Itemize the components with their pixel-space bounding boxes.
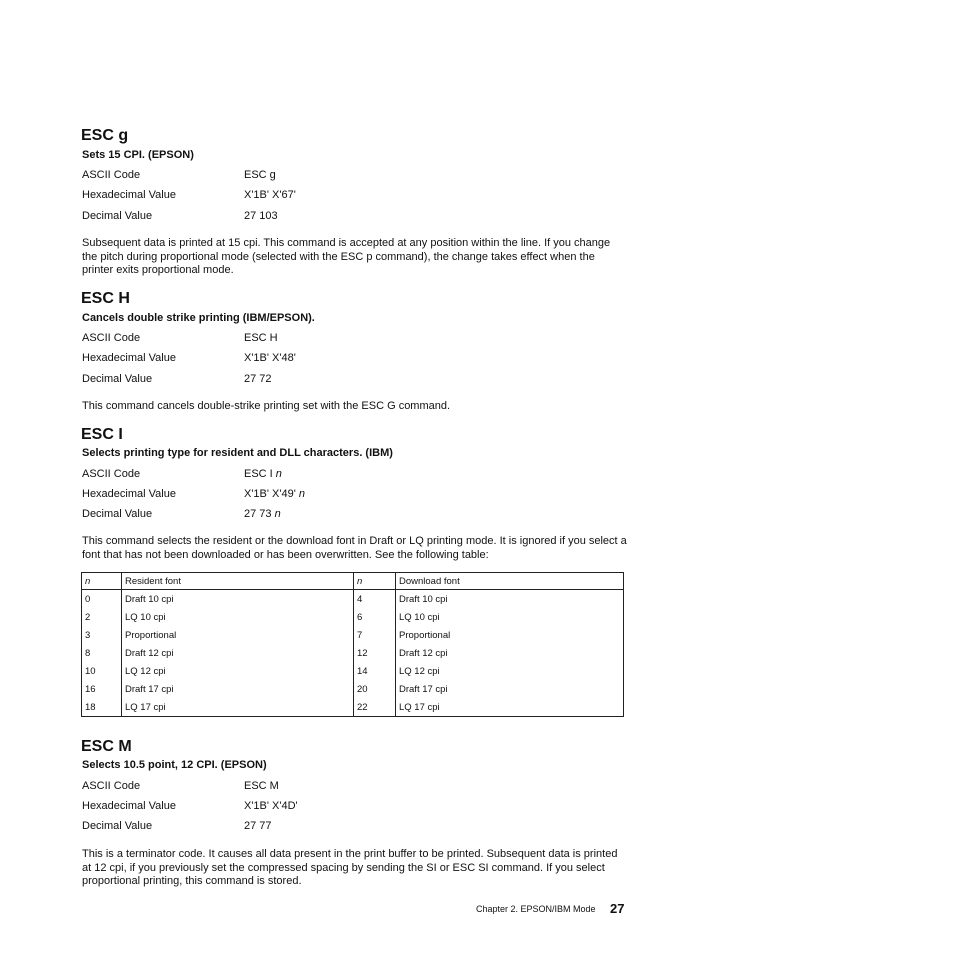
row-label: Decimal Value — [82, 820, 153, 832]
row-label: Hexadecimal Value — [82, 488, 176, 500]
column-header: n — [354, 573, 396, 590]
row-value — [244, 189, 296, 201]
table-cell: 3 — [82, 626, 122, 644]
row-value — [244, 373, 272, 385]
table-cell: LQ 12 cpi — [399, 665, 440, 677]
row-value — [244, 352, 296, 364]
table-row — [82, 698, 624, 717]
section-heading: ESC M — [81, 738, 132, 755]
table-cell: LQ 17 cpi — [399, 701, 440, 713]
value-text: X'1B' X'48' — [244, 352, 296, 364]
section-heading: ESC H — [81, 290, 130, 307]
value-text: X'1B' X'49' — [244, 488, 296, 500]
row-label: Hexadecimal Value — [82, 800, 176, 812]
font-table — [81, 572, 624, 717]
table-cell: Draft 12 cpi — [399, 647, 448, 659]
value-text: 27 103 — [244, 210, 278, 222]
table-cell: 16 — [82, 680, 122, 698]
row-value — [244, 169, 276, 181]
value-text: ESC g — [244, 169, 276, 181]
row-label: ASCII Code — [82, 780, 141, 792]
value-text: 27 72 — [244, 373, 272, 385]
table-cell: Draft 17 cpi — [122, 680, 354, 698]
section-subtitle: Cancels double strike printing (IBM/EPSON). — [82, 312, 315, 324]
row-value — [244, 820, 272, 832]
value-text: ESC M — [244, 780, 279, 792]
column-header: Resident font — [122, 573, 354, 590]
table-cell: 8 — [82, 644, 122, 662]
table-cell: 7 — [354, 626, 396, 644]
table-cell: 6 — [354, 608, 396, 626]
table-cell: Draft 12 cpi — [122, 644, 354, 662]
table-cell: Proportional — [399, 629, 451, 641]
section-subtitle: Selects printing type for resident and DLL characters. (IBM) — [82, 447, 393, 459]
row-label: Decimal Value — [82, 373, 153, 385]
row-value — [244, 468, 282, 480]
param-n: n — [274, 508, 281, 520]
row-label: Decimal Value — [82, 508, 153, 520]
value-text: 27 73 — [244, 508, 272, 520]
table-cell: 10 — [82, 662, 122, 680]
table-row — [82, 662, 624, 680]
table-header-row — [82, 573, 624, 590]
footer-chapter: Chapter 2. EPSON/IBM Mode — [476, 904, 596, 914]
value-text: ESC I — [244, 468, 273, 480]
section-description: Subsequent data is printed at 15 cpi. This command is accepted at any position within the line. If you change the pitch during proportional mode (selected with the ESC p command), the change takes effect when the printer exits proportional mode. — [82, 237, 611, 276]
table-cell: 0 — [82, 590, 122, 609]
table-row — [82, 680, 624, 698]
section-heading: ESC g — [81, 127, 129, 144]
table-cell: 14 — [354, 662, 396, 680]
row-value — [244, 332, 278, 344]
row-label: ASCII Code — [82, 468, 141, 480]
row-value — [244, 488, 305, 500]
table-cell: Draft 17 cpi — [399, 683, 448, 695]
row-label: Hexadecimal Value — [82, 189, 176, 201]
section-subtitle: Sets 15 CPI. (EPSON) — [82, 149, 194, 161]
table-cell: LQ 10 cpi — [122, 608, 354, 626]
param-n: n — [298, 488, 306, 500]
table-cell: Proportional — [122, 626, 354, 644]
value-text: X'1B' X'4D' — [244, 800, 298, 812]
table-row — [82, 590, 624, 609]
table-row — [82, 608, 624, 626]
table-cell: Draft 10 cpi — [122, 590, 354, 609]
table-cell: 12 — [354, 644, 396, 662]
table-cell: 18 — [82, 698, 122, 717]
column-header: Download font — [396, 573, 624, 590]
row-value — [244, 800, 298, 812]
value-text: X'1B' X'67' — [244, 189, 296, 201]
row-value — [244, 780, 279, 792]
table-cell: LQ 10 cpi — [399, 611, 440, 623]
section-description: This command selects the resident or the download font in Draft or LQ printing mode. It is ignored if you select a font that has not been downloaded or has been overwritten. See the following table: — [82, 535, 627, 561]
section-description: This is a terminator code. It causes all data present in the print buffer to be printed. Subsequent data is printed at 12 cpi, if you previously set the compressed spacing by sending the SI or ESC SI command. If you select proportional printing, this command is stored. — [82, 848, 618, 887]
table-cell: 22 — [354, 698, 396, 717]
value-text: ESC H — [244, 332, 278, 344]
table-cell: LQ 12 cpi — [122, 662, 354, 680]
table-cell: 4 — [354, 590, 396, 609]
section-description: This command cancels double-strike printing set with the ESC G command. — [82, 400, 451, 412]
row-label: ASCII Code — [82, 332, 141, 344]
row-label: Decimal Value — [82, 210, 153, 222]
table-row — [82, 644, 624, 662]
param-n: n — [275, 468, 282, 480]
page-number: 27 — [610, 901, 625, 916]
table-row — [82, 626, 624, 644]
row-value — [244, 210, 278, 222]
column-header: n — [82, 573, 122, 590]
row-label: ASCII Code — [82, 169, 141, 181]
row-value — [244, 508, 281, 520]
section-heading: ESC I — [81, 426, 123, 443]
table-cell: Draft 10 cpi — [399, 593, 448, 605]
value-text: 27 77 — [244, 820, 272, 832]
table-cell: LQ 17 cpi — [122, 698, 354, 717]
row-label: Hexadecimal Value — [82, 352, 176, 364]
section-subtitle: Selects 10.5 point, 12 CPI. (EPSON) — [82, 759, 267, 771]
table-cell: 2 — [82, 608, 122, 626]
table-cell: 20 — [354, 680, 396, 698]
